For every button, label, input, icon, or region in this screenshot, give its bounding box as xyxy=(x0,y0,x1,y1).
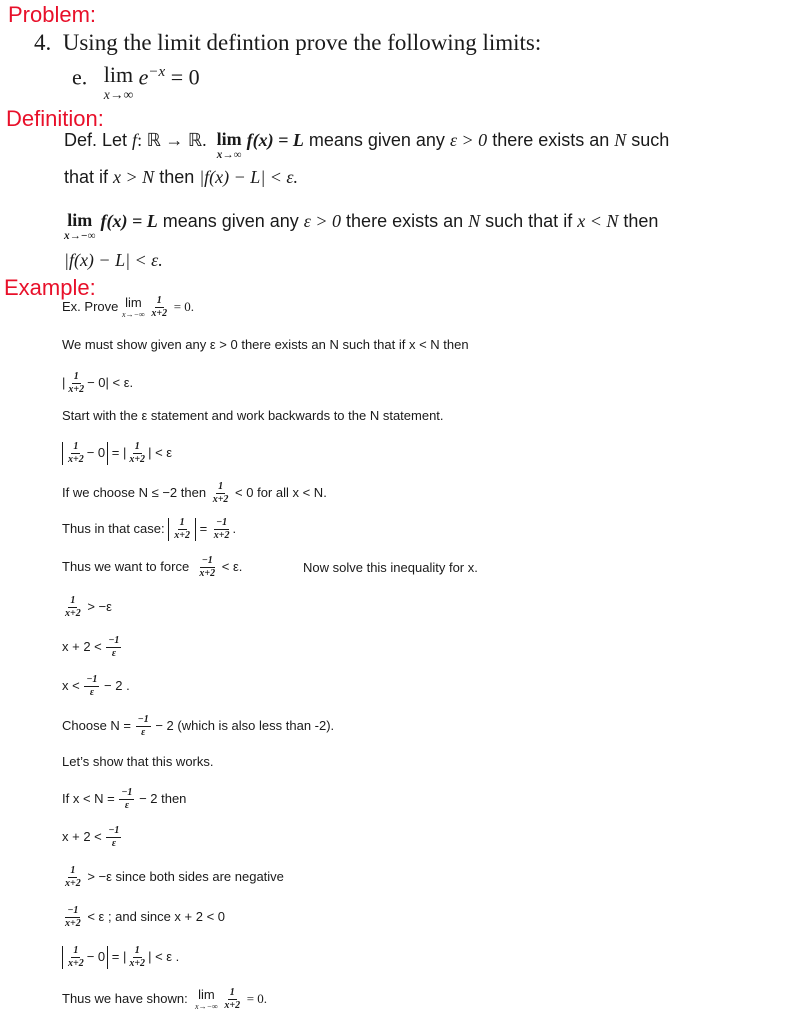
example-line-19: Thus we have shown: lim x→−∞ $\frac{1}{x+2}$ = 0. xyxy=(62,987,268,1011)
definition-line-3: lim x→−∞ f(x) = L means given any ε > 0 there exists an N such that if x < N then xyxy=(64,210,659,242)
example-line-8-note: Now solve this inequality for x. xyxy=(303,560,478,575)
definition-line-2: that if x > N then |f(x) − L| < ε. xyxy=(64,167,299,187)
problem-exponent: −x xyxy=(148,64,166,80)
example-line-13: Let’s show that this works. xyxy=(62,754,214,769)
example-line-11: x < $\frac{-1}{\varepsilon}$ − 2 . xyxy=(62,674,130,698)
example-line-12: Choose N = $\frac{-1}{\varepsilon}$ − 2 (which is also less than -2). xyxy=(62,714,335,738)
definition-line-4: |f(x) − L| < ε. xyxy=(64,250,163,270)
problem-number: 4. xyxy=(34,30,52,55)
example-line-16: $\frac{1}{x+2}$ > −ε since both sides are negative xyxy=(65,865,284,889)
example-line-8: Thus we want to force $\frac{-1}{x+2}$ < ε. xyxy=(62,555,243,579)
problem-limit xyxy=(72,64,200,102)
problem-lim-operator: lim x→∞ xyxy=(103,62,134,102)
example-line-4: Start with the ε statement and work backwards to the N statement. xyxy=(62,408,444,423)
example-line-1: Ex. Prove lim x→−∞ $\frac{1}{x+2}$ = 0. xyxy=(62,295,195,319)
problem-expression: e xyxy=(138,64,149,90)
definition-header: Definition: xyxy=(6,106,104,131)
problem-part: e. xyxy=(72,64,88,90)
definition-line-1: Def. Let f: ℝ → ℝ. lim x→∞ f(x) = L means given any ε > 0 there exists an N such xyxy=(64,129,670,161)
example-line-6: If we choose N ≤ −2 then $\frac{1}{x+2}$ < 0 for all x < N. xyxy=(62,481,327,505)
example-line-17: $\frac{-1}{x+2}$ < ε ; and since x + 2 < 0 xyxy=(65,905,226,929)
problem-instruction: Using the limit defintion prove the following limits: xyxy=(62,30,542,55)
definition-lim-neg-inf: lim x→−∞ xyxy=(64,210,96,242)
example-line-7: Thus in that case: $\frac{1}{x+2}$ = $\frac{-1}{x+2}$ . xyxy=(62,517,237,541)
example-header: Example: xyxy=(4,275,96,300)
example-line-9: $\frac{1}{x+2}$ > −ε xyxy=(65,595,112,619)
problem-statement xyxy=(34,30,541,56)
example-line-14: If x < N = $\frac{-1}{\varepsilon}$ − 2 then xyxy=(62,787,187,811)
example-line-10: x + 2 < $\frac{-1}{\varepsilon}$ xyxy=(62,635,120,659)
example-line-5: $\frac{1}{x+2}$ − 0 = | $\frac{1}{x+2}$ | < ε xyxy=(62,442,172,465)
example-line-18: $\frac{1}{x+2}$ − 0 = | $\frac{1}{x+2}$ | < ε . xyxy=(62,946,179,969)
example-line-2: We must show given any ε > 0 there exists an N such that if x < N then xyxy=(62,337,469,352)
example-line-15: x + 2 < $\frac{-1}{\varepsilon}$ xyxy=(62,825,120,849)
problem-rhs: = 0 xyxy=(170,64,200,90)
definition-lim-inf: lim x→∞ xyxy=(216,129,242,161)
example-line-3: | $\frac{1}{x+2}$ − 0| < ε. xyxy=(62,371,134,395)
problem-header: Problem: xyxy=(8,2,97,27)
